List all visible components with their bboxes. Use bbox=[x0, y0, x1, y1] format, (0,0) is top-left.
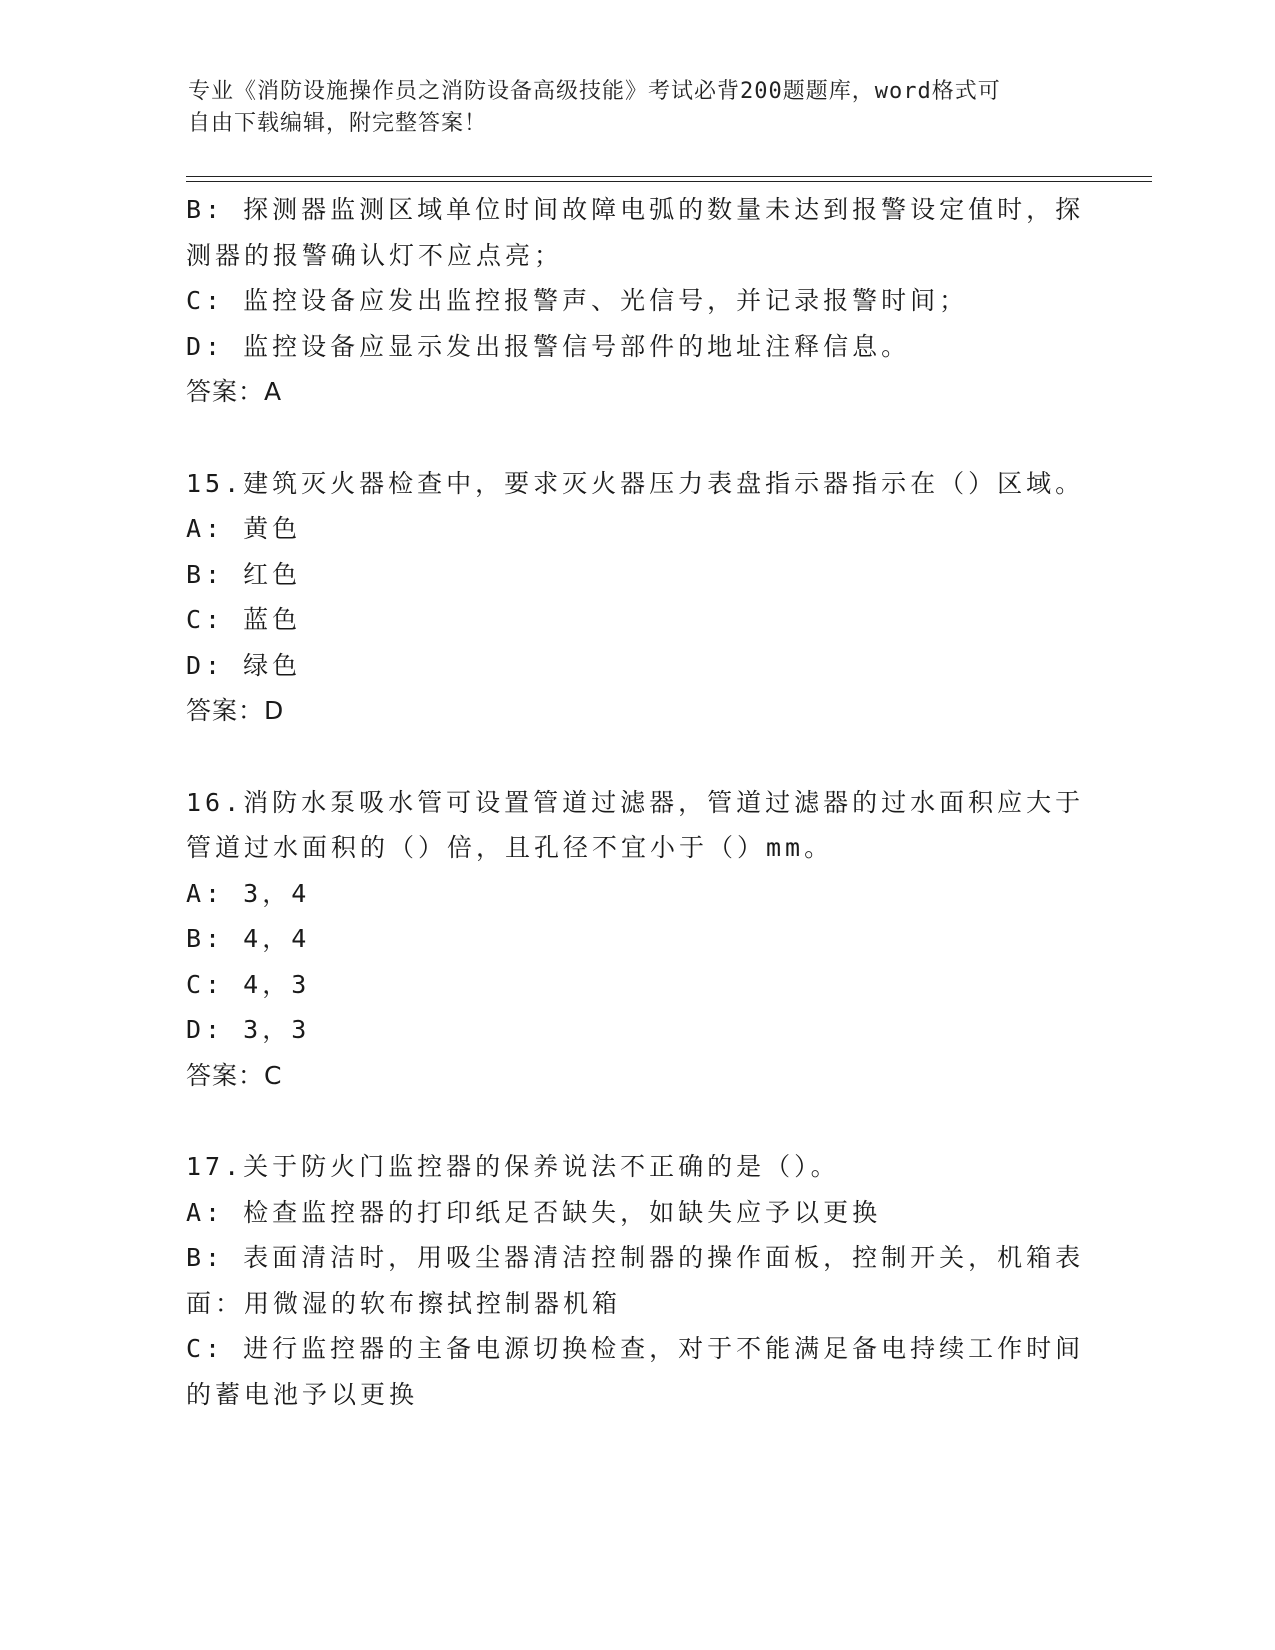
option-c-continued: 的蓄电池予以更换 bbox=[186, 1379, 419, 1409]
option-c: C: 4，3 bbox=[186, 969, 311, 999]
option-d: D: 绿色 bbox=[186, 650, 302, 680]
question-list bbox=[186, 187, 1085, 1417]
question-stem: 15.建筑灭火器检查中，要求灭火器压力表盘指示器指示在（）区域。 bbox=[186, 468, 1085, 498]
option-b-continued: 测器的报警确认灯不应点亮； bbox=[186, 240, 564, 270]
answer-line: 答案：D bbox=[186, 696, 285, 725]
question-block-16 bbox=[186, 780, 1085, 1099]
document-header bbox=[188, 76, 1068, 140]
header-divider bbox=[186, 176, 1152, 182]
option-a: A: 黄色 bbox=[186, 514, 302, 543]
question-block-15 bbox=[186, 461, 1085, 734]
option-b: B: 表面清洁时，用吸尘器清洁控制器的操作面板，控制开关，机箱表 bbox=[186, 1243, 1085, 1272]
answer-line: 答案：C bbox=[186, 1060, 283, 1090]
spacer bbox=[186, 1098, 1076, 1144]
option-c: C: 监控设备应发出监控报警声、光信号，并记录报警时间； bbox=[186, 286, 969, 315]
question-stem: 17.关于防火门监控器的保养说法不正确的是（）。 bbox=[186, 1152, 840, 1181]
option-a: A: 3，4 bbox=[186, 878, 311, 908]
option-d: D: 3，3 bbox=[186, 1015, 311, 1044]
option-d: D: 监控设备应显示发出报警信号部件的地址注释信息。 bbox=[186, 331, 911, 361]
question-stem-continued: 管道过水面积的（）倍，且孔径不宜小于（）mm。 bbox=[186, 833, 834, 862]
option-b-continued: 面：用微湿的软布擦拭控制器机箱 bbox=[186, 1288, 622, 1318]
header-line-2: 自由下载编辑，附完整答案！ bbox=[188, 111, 488, 136]
option-c: C: 进行监控器的主备电源切换检查，对于不能满足备电持续工作时间 bbox=[186, 1334, 1085, 1363]
option-a: A: 检查监控器的打印纸足否缺失，如缺失应予以更换 bbox=[186, 1197, 882, 1227]
option-b: B: 探测器监测区域单位时间故障电弧的数量未达到报警设定值时，探 bbox=[186, 195, 1085, 224]
question-block-14 bbox=[186, 187, 1085, 415]
option-b: B: 红色 bbox=[186, 559, 302, 589]
header-line-1: 专业《消防设施操作员之消防设备高级技能》考试必背200题题库，word格式可 bbox=[188, 79, 1001, 104]
option-b: B: 4，4 bbox=[186, 924, 311, 953]
spacer bbox=[186, 415, 1076, 461]
question-stem: 16.消防水泵吸水管可设置管道过滤器，管道过滤器的过水面积应大于 bbox=[186, 787, 1085, 817]
option-c: C: 蓝色 bbox=[186, 605, 302, 634]
answer-line: 答案：A bbox=[186, 377, 283, 406]
question-block-17 bbox=[186, 1144, 1085, 1417]
spacer bbox=[186, 734, 1076, 780]
